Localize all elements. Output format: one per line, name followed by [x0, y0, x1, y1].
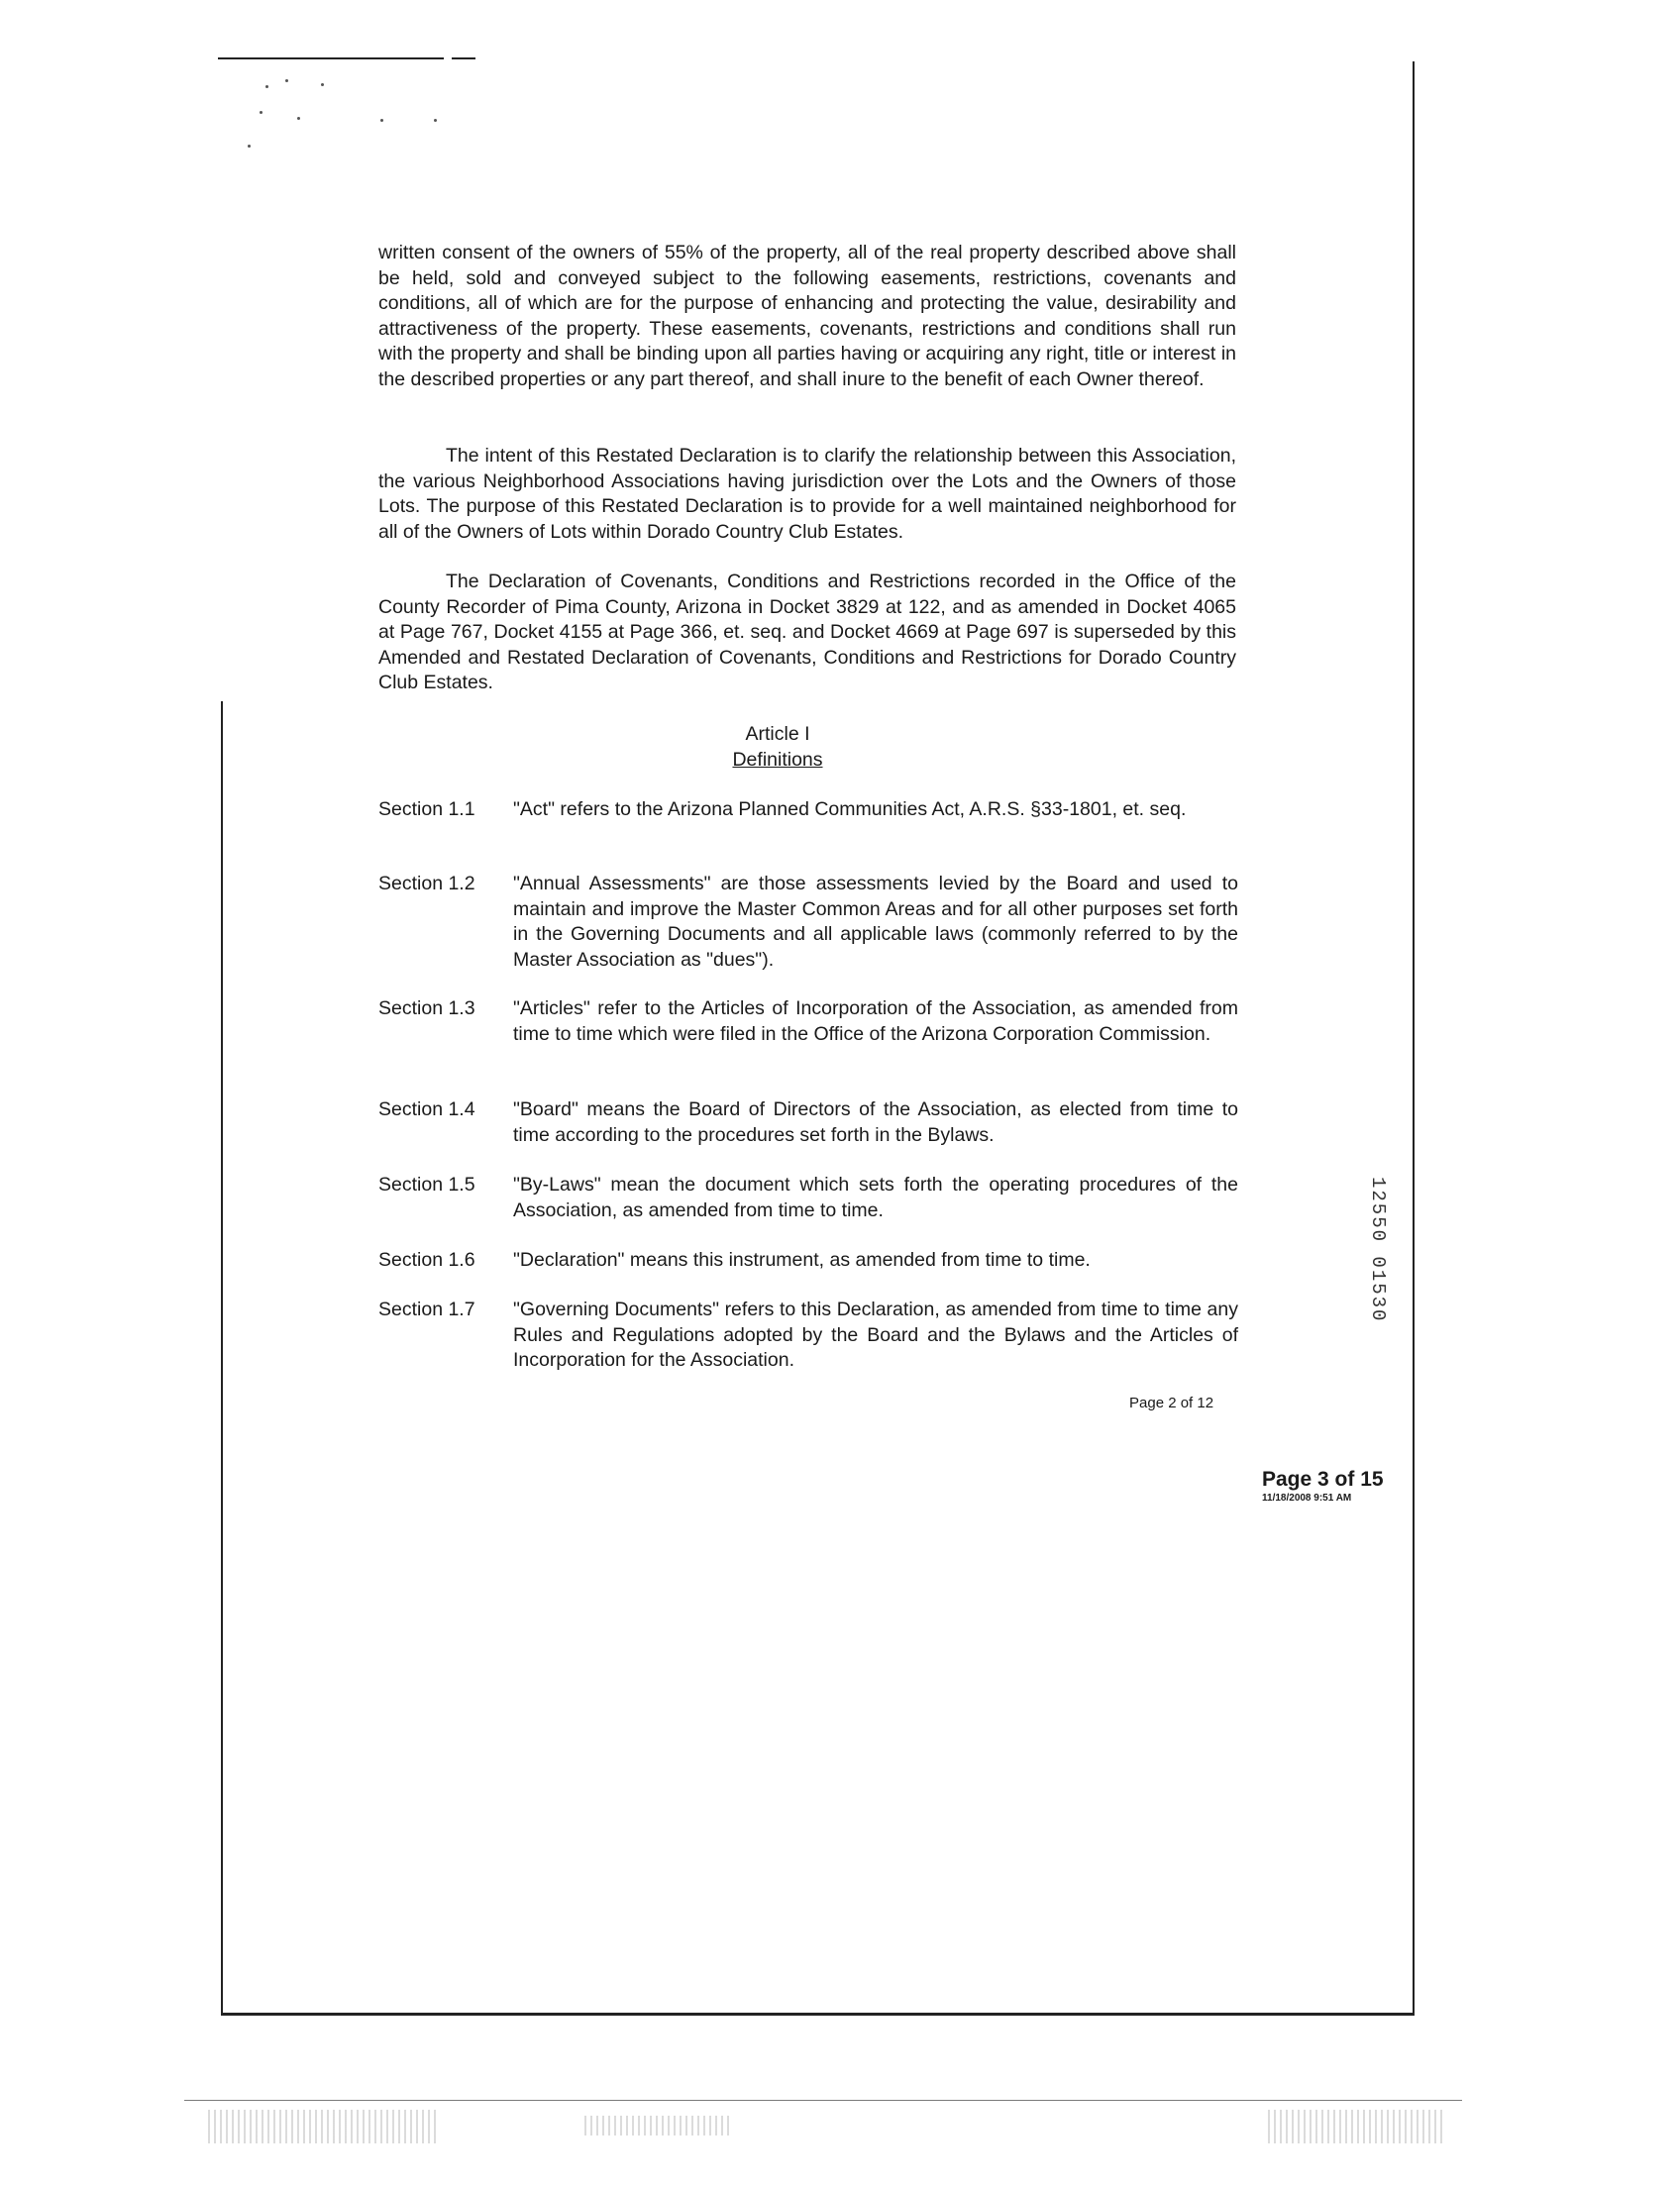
- scan-speck: [265, 85, 268, 88]
- bottom-border-line: [221, 2013, 1415, 2016]
- section-label: Section 1.6: [378, 1249, 475, 1271]
- inner-page-number: Page 2 of 12: [1129, 1395, 1214, 1411]
- section-text: "Board" means the Board of Directors of the Association, as elected from time to time according to the procedures set forth in the Bylaws.: [513, 1098, 1238, 1146]
- scan-noise-right: [1268, 2110, 1446, 2143]
- scan-speck: [380, 119, 383, 122]
- recorder-page-number: Page 3 of 15: [1262, 1468, 1384, 1491]
- scan-speck: [260, 111, 262, 114]
- right-border-line: [1413, 61, 1415, 2013]
- section-text: "Annual Assessments" are those assessments levied by the Board and used to maintain and improve the Master Common Areas and for all other purposes set forth in the Governing Documents and all applicable laws (commonly referred to by the Master Association as "dues").: [513, 873, 1238, 971]
- body-paragraph-2: The intent of this Restated Declaration is to clarify the relationship between this Association, the various Neighborhood Associations having jurisdiction over the Lots and the Owners of those Lots. The purpose of this Restated Declaration is to provide for a well maintained neighborhood for all of the Owners of Lots within Dorado Country Club Estates.: [378, 445, 1236, 543]
- section-text: "Act" refers to the Arizona Planned Communities Act, A.R.S. §33-1801, et. seq.: [513, 798, 1187, 820]
- section-1-1: [378, 797, 1238, 849]
- docket-stamp-number: 12550 01530: [1367, 1177, 1389, 1323]
- top-scan-line-short: [452, 57, 475, 59]
- section-text: "By-Laws" mean the document which sets forth the operating procedures of the Association, as amended from time to time.: [513, 1174, 1238, 1221]
- body-paragraph-1: written consent of the owners of 55% of the property, all of the real property described above shall be held, sold and conveyed subject to the following easements, restrictions, covenants and conditions, all of which are for the purpose of enhancing and protecting the value, desirability and attractiveness of the property. These easements, covenants, restrictions and conditions shall run with the property and shall be binding upon all parties having or acquiring any right, title or interest in the described properties or any part thereof, and shall inure to the benefit of each Owner thereof.: [378, 242, 1236, 390]
- section-1-6: [378, 1248, 1238, 1274]
- scan-speck: [297, 117, 300, 120]
- section-1-3: [378, 996, 1238, 1074]
- section-label: Section 1.5: [378, 1174, 475, 1196]
- section-1-7: [378, 1298, 1238, 1375]
- article-title: Article I: [745, 723, 810, 745]
- section-label: Section 1.7: [378, 1299, 475, 1320]
- article-subtitle: Definitions: [732, 749, 823, 771]
- section-label: Section 1.4: [378, 1098, 475, 1120]
- scan-noise-mid: [584, 2116, 733, 2135]
- section-text: "Governing Documents" refers to this Declaration, as amended from time to time any Rules and Regulations adopted by the Board and the Bylaws and the Articles of Incorporation for the Association.: [513, 1299, 1238, 1371]
- scan-speck: [321, 83, 324, 86]
- top-scan-line: [218, 57, 444, 59]
- scan-noise-left: [208, 2110, 436, 2143]
- section-1-4: [378, 1097, 1238, 1149]
- section-1-5: [378, 1173, 1238, 1224]
- scan-speck: [285, 79, 288, 82]
- scan-speck: [248, 145, 251, 148]
- section-1-2: [378, 872, 1238, 975]
- scan-speck: [434, 119, 437, 122]
- article-heading: [674, 721, 882, 773]
- body-paragraph-3: The Declaration of Covenants, Conditions and Restrictions recorded in the Office of the County Recorder of Pima County, Arizona in Docket 3829 at 122, and as amended in Docket 4065 at Page 767, Docket 4155 at Page 366, et. seq. and Docket 4669 at Page 697 is superseded by this Amended and Restated Declaration of Covenants, Conditions and Restrictions for Dorado Country Club Estates.: [378, 571, 1236, 693]
- section-label: Section 1.3: [378, 997, 475, 1019]
- section-label: Section 1.2: [378, 873, 475, 894]
- lower-scan-line: [184, 2100, 1462, 2101]
- left-border-line: [221, 701, 223, 2015]
- section-text: "Articles" refer to the Articles of Incorporation of the Association, as amended from time to time which were filed in the Office of the Arizona Corporation Commission.: [513, 997, 1238, 1045]
- section-text: "Declaration" means this instrument, as amended from time to time.: [513, 1249, 1091, 1271]
- recorder-timestamp: 11/18/2008 9:51 AM: [1262, 1493, 1352, 1504]
- section-label: Section 1.1: [378, 798, 475, 820]
